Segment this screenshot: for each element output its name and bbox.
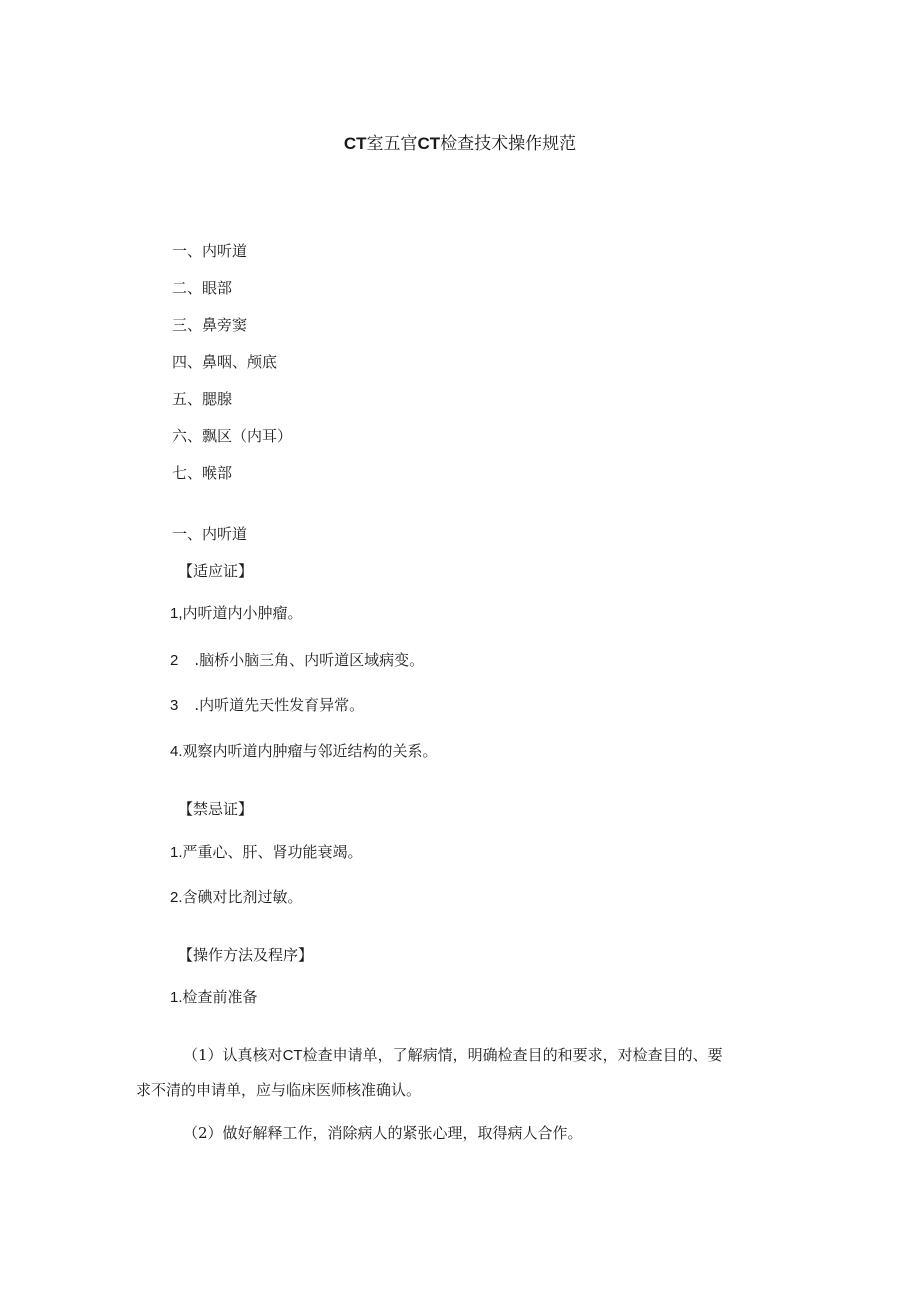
procedure-paragraph-2 xyxy=(183,1123,583,1143)
indication-text: 内听道内小肿瘤。 xyxy=(182,604,303,622)
paragraph-number: （1） xyxy=(183,1046,223,1064)
procedure-step-text: 检查前准备 xyxy=(182,988,258,1006)
indication-item-4 xyxy=(170,741,438,762)
document-title xyxy=(0,133,920,155)
title-part-room: 室五官 xyxy=(366,134,418,154)
indications-heading: 【适应证】 xyxy=(178,562,254,580)
toc-item-3: 三、鼻旁窦 xyxy=(172,316,248,334)
procedure-step-1 xyxy=(170,987,258,1008)
toc-item-5: 五、腮腺 xyxy=(172,390,233,408)
indication-num: 1, xyxy=(170,605,183,622)
indication-text: .脑桥小脑三角、内听道区域病变。 xyxy=(194,651,425,669)
indication-text: 观察内听道内肿瘤与邻近结构的关系。 xyxy=(182,742,438,760)
contraindication-text: 含碘对比剂过敏。 xyxy=(182,888,303,906)
paragraph-number: （2） xyxy=(183,1124,223,1142)
indication-item-1 xyxy=(170,603,303,624)
indication-item-3 xyxy=(170,695,364,716)
indication-item-2 xyxy=(170,650,424,671)
toc-item-6: 六、飘区（内耳） xyxy=(172,427,293,445)
contraindication-num: 2. xyxy=(170,889,183,906)
paragraph-ct: CT xyxy=(282,1047,303,1064)
procedure-heading: 【操作方法及程序】 xyxy=(178,946,314,964)
title-part-ct-1: CT xyxy=(343,134,367,153)
title-part-ct-2: CT xyxy=(417,134,441,153)
paragraph-text: 做好解释工作，消除病人的紧张心理，取得病人合作。 xyxy=(222,1124,583,1142)
indication-num: 3 xyxy=(170,697,179,714)
section-heading: 一、内听道 xyxy=(172,525,248,543)
indication-num: 2 xyxy=(170,652,179,669)
toc-item-7: 七、喉部 xyxy=(172,464,233,482)
contraindication-num: 1. xyxy=(170,844,183,861)
toc-item-4: 四、鼻咽、颅底 xyxy=(172,353,278,371)
contraindication-text: 严重心、肝、肾功能衰竭。 xyxy=(182,843,363,861)
paragraph-text: 检查申请单，了解病情，明确检查目的和要求，对检查目的、要 xyxy=(302,1046,723,1064)
procedure-step-num: 1. xyxy=(170,989,183,1006)
title-part-spec: 检查技术操作规范 xyxy=(440,134,577,154)
toc-item-2: 二、眼部 xyxy=(172,279,233,297)
contraindication-item-1 xyxy=(170,842,363,863)
procedure-paragraph-1-line-2: 求不清的申请单，应与临床医师核准确认。 xyxy=(136,1081,422,1099)
procedure-paragraph-1-line-1 xyxy=(183,1045,723,1066)
contraindication-item-2 xyxy=(170,887,303,908)
indication-text: .内听道先天性发育异常。 xyxy=(194,696,365,714)
indication-num: 4. xyxy=(170,743,183,760)
toc-item-1: 一、内听道 xyxy=(172,242,248,260)
paragraph-text: 认真核对 xyxy=(222,1046,283,1064)
contraindications-heading: 【禁忌证】 xyxy=(178,800,254,818)
